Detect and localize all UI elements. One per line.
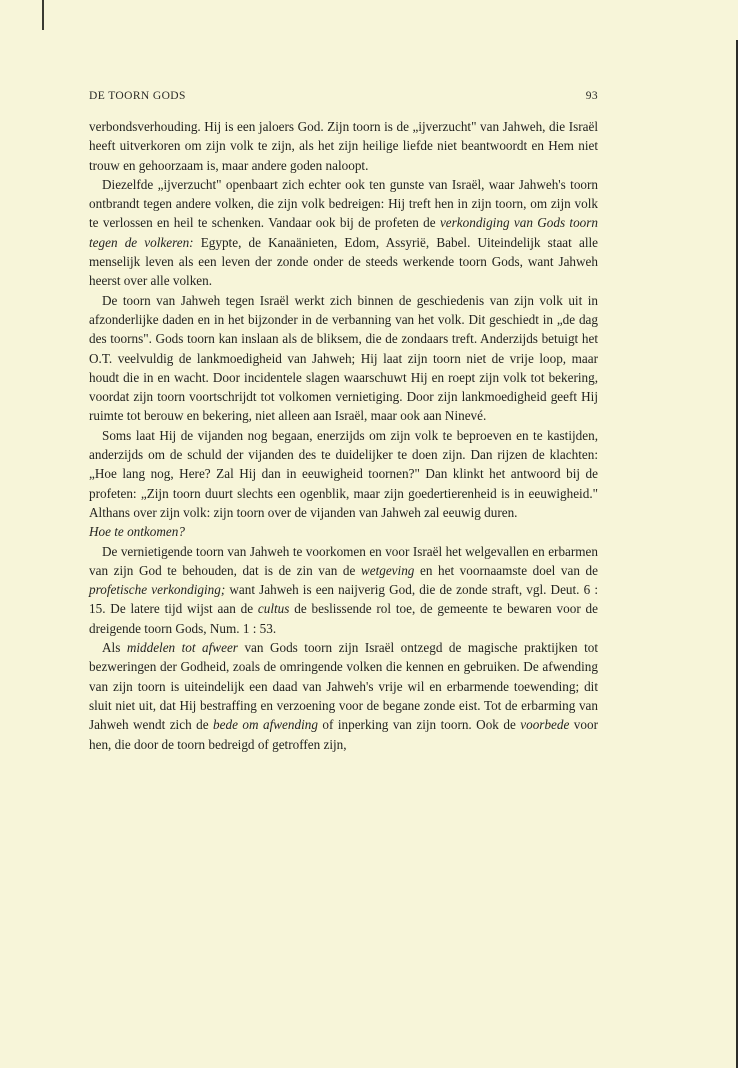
running-title: DE TOORN GODS	[89, 90, 186, 102]
text-run: want Jahweh is een naijverig God, die de zonde straft, vgl. Deut. 6 : 15. De latere tijd wijst aan de	[89, 582, 598, 617]
paragraph	[89, 175, 598, 291]
section-heading	[89, 522, 598, 541]
paragraph	[89, 542, 598, 638]
italic-phrase: voorbede	[520, 717, 570, 733]
text-run: van Gods toorn zijn Israël ontzegd de magische praktijken tot bezweringen der Godheid, zoals de omringende volken die kennen en gebruiken. De afwending van zijn toorn is uiteindelijk een daad van Jahweh's vrije wil en erbarmende toewending; dit sluit niet uit, dat Hij bestraffing en verzoening voor de begane zonde eist. Tot de erbarming van Jahweh wendt zich de	[89, 640, 598, 733]
italic-phrase: verkondiging van Gods toorn tegen de volkeren:	[89, 215, 599, 250]
italic-phrase: bede om afwending	[213, 717, 318, 733]
text-run: de beslissende rol toe, de gemeente te bewaren voor de dreigende toorn Gods, Num. 1 : 53.	[89, 601, 599, 636]
text-run: De toorn van Jahweh tegen Israël werkt zich binnen de geschiedenis van zijn volk uit in afzonderlijke daden en in het bijzonder in de verbanning van het volk. Dit geschiedt in „de dag des toorns". Gods toorn kan inslaan als de bliksem, die de zondaars treft. Anderzijds betuigt het O.T. veelvuldig de lankmoedigheid van Jahweh; Hij laat zijn toorn niet de vrije loop, maar houdt die in en wacht. Door incidentele slagen waarschuwt Hij en roept zijn volk tot bekering, voordat zijn toorn voortschrijdt tot volkomen vernietiging. Door zijn lankmoedigheid geeft Hij ruimte tot berouw en bekering, niet alleen aan Israël, maar ook aan Ninevé.	[89, 292, 598, 424]
body-text	[89, 117, 598, 754]
text-run: Diezelfde „ijverzucht" openbaart zich echter ook ten gunste van Israël, waar Jahweh's toorn ontbrandt tegen andere volken, die zijn volk bedreigen: Hij treft hen in zijn toorn, om zijn volk te verlossen en heil te schenken. Vandaar ook bij de profeten de	[89, 176, 598, 231]
italic-phrase: wetgeving	[360, 562, 415, 578]
scan-edge-line	[42, 0, 44, 30]
text-run: en het voornaamste doel van de	[414, 562, 598, 578]
text-run: of inperking van zijn toorn. Ook de	[317, 717, 521, 733]
text-run: Hoe te ontkomen?	[89, 524, 185, 540]
italic-phrase: profetische verkondiging;	[89, 582, 226, 598]
text-run: Egypte, de Kanaänieten, Edom, Assyrië, Babel. Uiteindelijk staat alle menselijk leven als een leven der zonde onder de steeds werkende toorn Gods, want Jahweh heerst over alle volken.	[89, 234, 598, 289]
text-run: voor hen, die door de toorn bedreigd of getroffen zijn,	[89, 717, 598, 752]
italic-phrase: cultus	[257, 601, 290, 617]
paragraph	[89, 638, 598, 754]
page-number: 93	[585, 90, 598, 102]
text-run: verbondsverhouding. Hij is een jaloers God. Zijn toorn is de „ijverzucht" van Jahweh, die Israël heeft uitverkoren om zijn volk te zijn, als het zijn heilige liefde niet beantwoordt en Hem niet trouw en gehoorzaam is, maar andere goden naloopt.	[89, 119, 598, 173]
paragraph	[89, 117, 598, 175]
text-run: De vernietigende toorn van Jahweh te voorkomen en voor Israël het welgevallen en erbarmen van zijn God te behouden, dat is de zin van de	[89, 543, 598, 578]
paragraph	[89, 291, 598, 426]
paragraph	[89, 426, 598, 522]
text-run: Soms laat Hij de vijanden nog begaan, enerzijds om zijn volk te beproeven en te kastijden, anderzijds om de schuld der vijanden des te duidelijker te doen zijn. Dan rijzen de klachten: „Hoe lang nog, Here? Zal Hij dan in eeuwigheid toornen?" Dan klinkt het antwoord bij de profeten: „Zijn toorn duurt slechts een ogenblik, maar zijn goedertierenheid is in eeuwigheid." Althans over zijn volk: zijn toorn over de vijanden van Jahweh zal eeuwig duren.	[89, 427, 598, 520]
text-run: Als	[102, 640, 127, 656]
italic-phrase: middelen tot afweer	[126, 640, 238, 656]
